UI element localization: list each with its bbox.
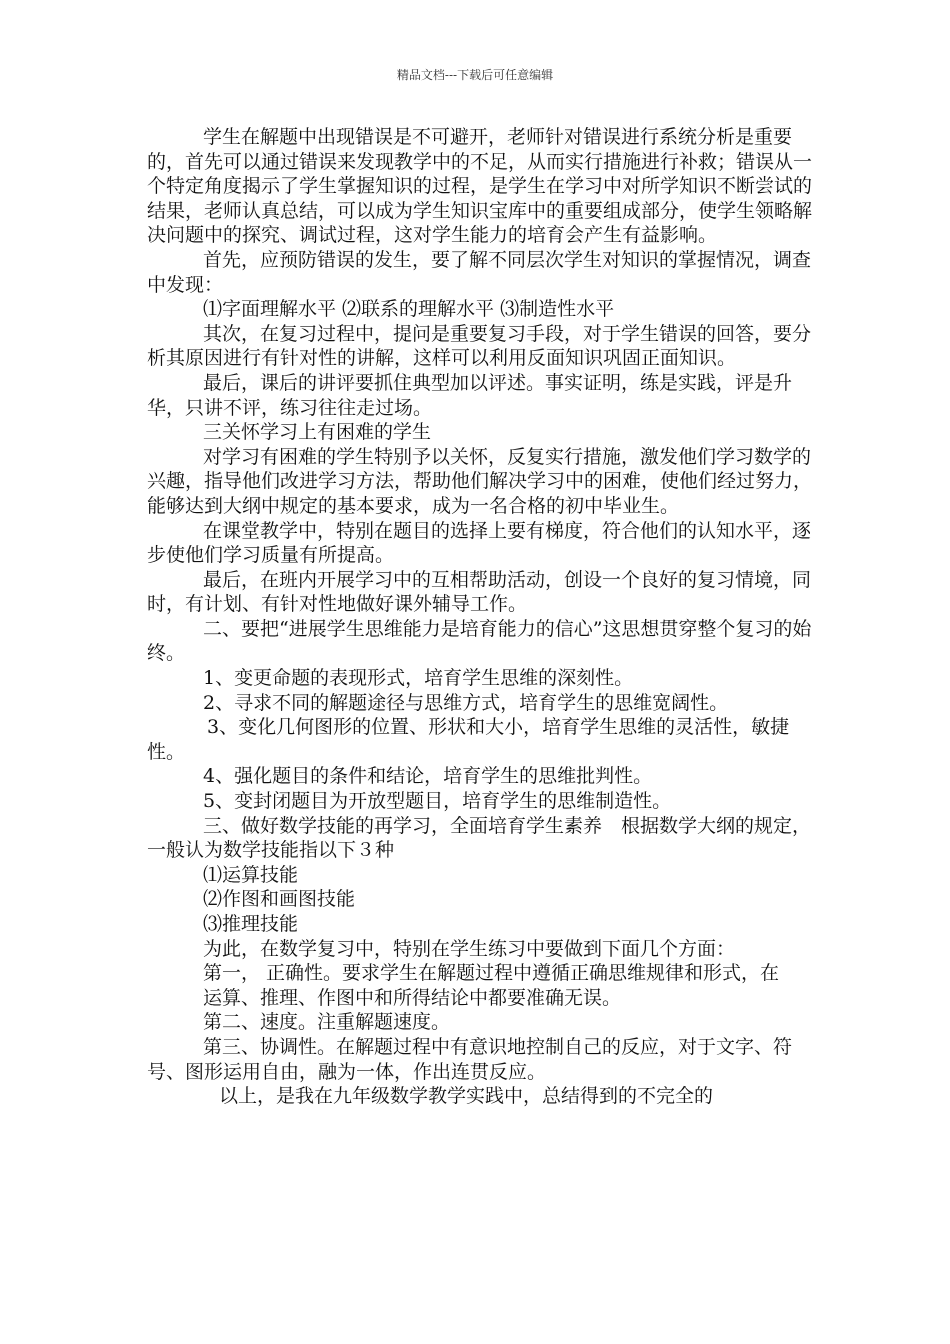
paragraph-classroom: 在课堂教学中，特别在题目的选择上要有梯度，符合他们的认知水平，逐步使他们学习质量有所提高。 xyxy=(147,519,812,567)
list-item-4: 4、强化题目的条件和结论，培育学生的思维批判性。 xyxy=(203,765,653,788)
paragraph-second-speed: 第二、速度。注重解题速度。 xyxy=(203,1011,451,1034)
paragraph-accuracy-cont: 运算、推理、作图中和所得结论中都要准确无误。 xyxy=(203,986,622,1009)
section-heading-thinking: 二、要把“进展学生思维能力是培育能力的信心”这思想贯穿整个复习的始终。 xyxy=(147,617,812,665)
paragraph-first-accuracy: 第一， 正确性。要求学生在解题过程中遵循正确思维规律和形式，在 xyxy=(203,962,780,985)
list-item-2: 2、寻求不同的解题途径与思维方式，培育学生的思维宽阔性。 xyxy=(203,691,729,714)
paragraph-mutual-help: 最后，在班内开展学习中的互相帮助活动，创设一个良好的复习情境，同时，有计划、有针对性地做好课外辅导工作。 xyxy=(147,568,812,616)
skill-item-3: ⑶推理技能 xyxy=(203,913,299,935)
paragraph-aspects: 为此，在数学复习中，特别在学生练习中要做到下面几个方面： xyxy=(203,937,736,960)
list-item-5: 5、变封闭题目为开放型题目，培育学生的思维制造性。 xyxy=(203,790,672,813)
paragraph-error-analysis: 学生在解题中出现错误是不可避开，老师针对错误进行系统分析是重要的，首先可以通过错误来发现教学中的不足，从而实行措施进行补救；错误从一个特定角度揭示了学生掌握知识的过程，是学生在学习中对所学知识不断尝试的结果，老师认真总结，可以成为学生知识宝库中的重要组成部分，使学生领略解决问题中的探究、调试过程，这对学生能力的培育会产生有益影响。 xyxy=(147,126,813,247)
paragraph-levels: ⑴字面理解水平 ⑵联系的理解水平 ⑶制造性水平 xyxy=(203,298,615,321)
paragraph-finally-review: 最后，课后的讲评要抓住典型加以评述。事实证明，练是实践，评是升华，只讲不评，练习往往走过场。 xyxy=(147,371,793,419)
page-header: 精品文档---下载后可任意编辑 xyxy=(396,68,554,82)
skill-item-1: ⑴运算技能 xyxy=(203,863,299,886)
document-body xyxy=(147,125,812,1109)
paragraph-conclusion: 以上，是我在九年级数学教学实践中，总结得到的不完全的 xyxy=(219,1085,714,1108)
section-heading-skills: 三、做好数学技能的再学习，全面培育学生素养 根据数学大纲的规定，一般认为数学技能指以下３种 xyxy=(147,814,812,862)
section-heading-care: 三关怀学习上有困难的学生 xyxy=(203,421,432,444)
skill-item-2: ⑵作图和画图技能 xyxy=(203,888,356,911)
paragraph-care-students: 对学习有困难的学生特别予以关怀，反复实行措施，激发他们学习数学的兴趣，指导他们改进学习方法，帮助他们解决学习中的困难，使他们经过努力，能够达到大纲中规定的基本要求，成为一名合格的初中毕业生。 xyxy=(147,445,813,517)
paragraph-third-coordination: 第三、协调性。在解题过程中有意识地控制自己的反应，对于文字、符号、图形运用自由，融为一体，作出连贯反应。 xyxy=(147,1035,793,1083)
paragraph-second: 其次，在复习过程中，提问是重要复习手段，对于学生错误的回答，要分析其原因进行有针对性的讲解，这样可以利用反面知识巩固正面知识。 xyxy=(147,322,812,370)
paragraph-prevent-errors: 首先，应预防错误的发生，要了解不同层次学生对知识的掌握情况，调查中发现： xyxy=(147,248,812,296)
list-item-1: 1、变更命题的表现形式，培育学生思维的深刻性。 xyxy=(203,667,634,690)
list-item-3: 3、变化几何图形的位置、形状和大小，培育学生思维的灵活性，敏捷性。 xyxy=(147,716,790,763)
